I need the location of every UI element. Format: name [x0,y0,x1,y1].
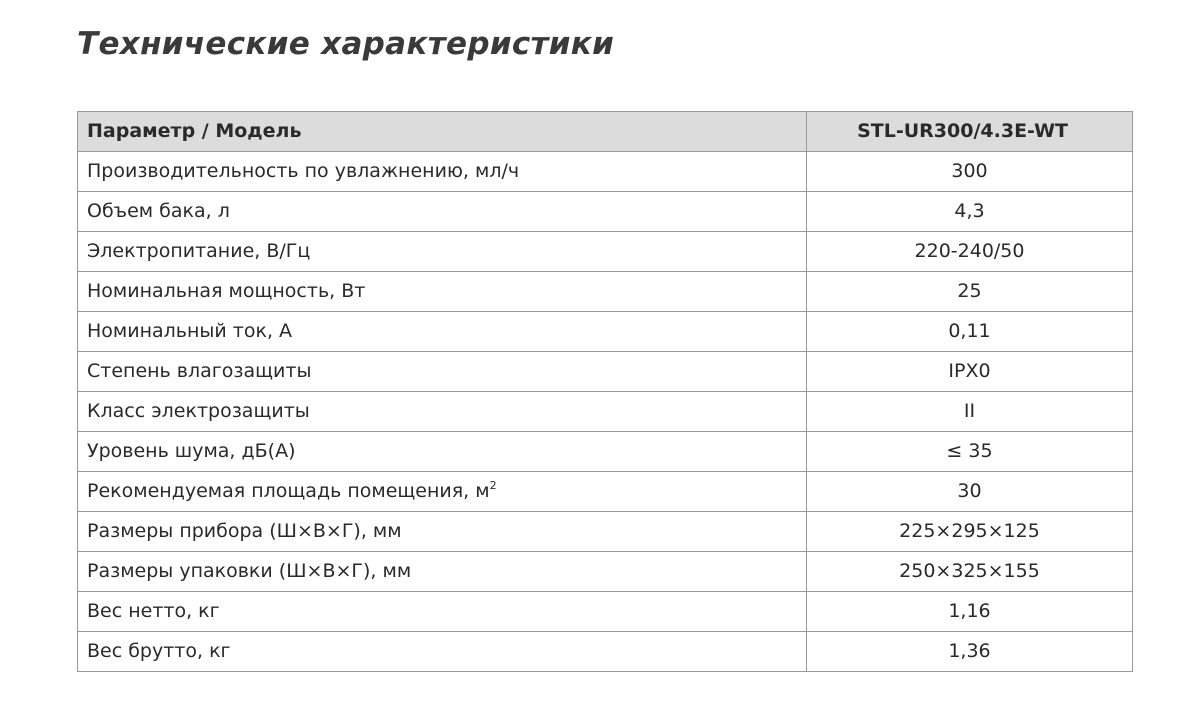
row-value: 225×295×125 [807,512,1133,552]
table-row [78,152,1133,192]
table-row [78,272,1133,312]
row-param: Объем бака, л [78,192,807,232]
row-value: 220-240/50 [807,232,1133,272]
table-row [78,352,1133,392]
row-param-text: Рекомендуемая площадь помещения, м [87,480,490,502]
page-title: Технические характеристики [77,26,615,62]
row-value: 250×325×155 [807,552,1133,592]
row-param: Класс электрозащиты [78,392,807,432]
row-param: Производительность по увлажнению, мл/ч [78,152,807,192]
row-value: 30 [807,472,1133,512]
row-value: 1,36 [807,632,1133,672]
row-param: Вес брутто, кг [78,632,807,672]
row-value: 1,16 [807,592,1133,632]
table-row [78,392,1133,432]
table-row [78,512,1133,552]
row-param: Электропитание, В/Гц [78,232,807,272]
row-value: 25 [807,272,1133,312]
row-value: 4,3 [807,192,1133,232]
header-model: STL-UR300/4.3E-WT [807,112,1133,152]
table-row [78,592,1133,632]
row-param: Номинальный ток, А [78,312,807,352]
row-param: Размеры упаковки (Ш×В×Г), мм [78,552,807,592]
superscript-2: 2 [489,479,497,492]
row-param: Вес нетто, кг [78,592,807,632]
row-param: Размеры прибора (Ш×В×Г), мм [78,512,807,552]
table-row [78,472,1133,512]
row-param: Номинальная мощность, Вт [78,272,807,312]
table-row [78,312,1133,352]
row-param: Степень влагозащиты [78,352,807,392]
table-row [78,432,1133,472]
row-value: 0,11 [807,312,1133,352]
row-value: 300 [807,152,1133,192]
row-param: Уровень шума, дБ(А) [78,432,807,472]
row-value: II [807,392,1133,432]
header-param: Параметр / Модель [78,112,807,152]
table-row [78,232,1133,272]
table-row [78,632,1133,672]
specs-table [77,111,1133,672]
table-row [78,552,1133,592]
row-param [78,472,807,512]
table-header-row [78,112,1133,152]
table-row [78,192,1133,232]
row-value: IPX0 [807,352,1133,392]
row-value: ≤ 35 [807,432,1133,472]
